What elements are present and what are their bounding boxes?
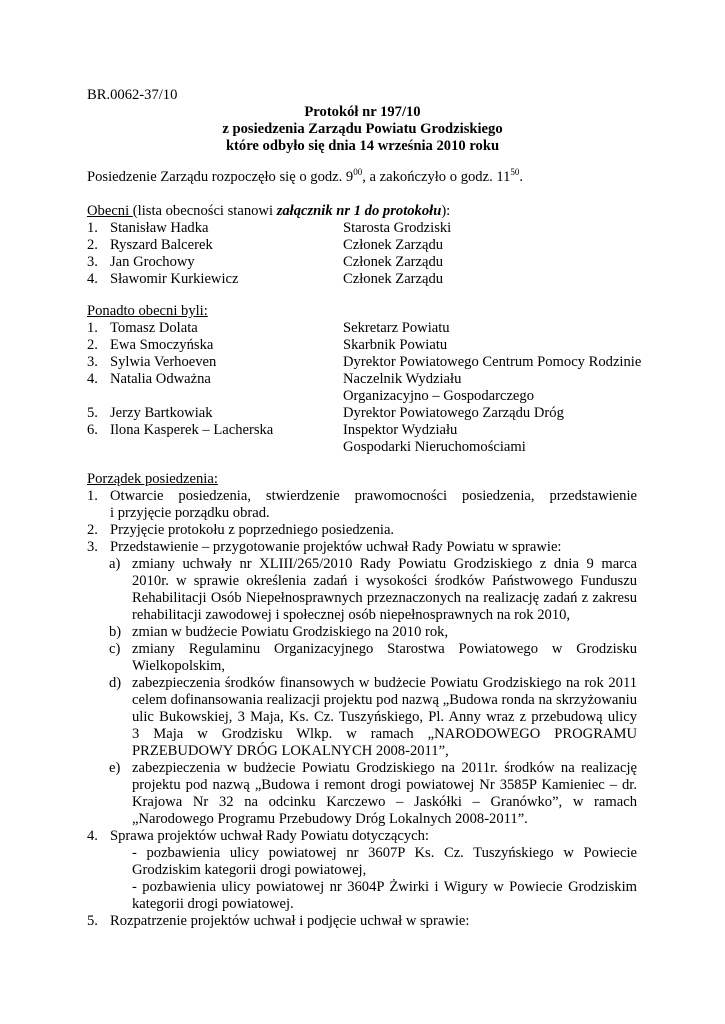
list-number: 4. (87, 271, 98, 287)
member-role: Członek Zarządu (343, 254, 444, 270)
agenda-heading: Porządek posiedzenia: (87, 471, 218, 487)
list-number: 2. (87, 337, 98, 353)
sub-item-text: ulic Bukowskiej, 3 Maja, Ks. Cz. Tuszyńskiego, Pl. Anny wraz z przebudową ulicy (132, 709, 637, 725)
member-role: Dyrektor Powiatowego Zarządu Dróg (343, 405, 564, 421)
agenda-number: 3. (87, 539, 98, 555)
member-role: Członek Zarządu (343, 271, 444, 287)
agenda-item-text: - pozbawienia ulicy powiatowej nr 3604P Żwirki i Wigury w Powiecie Grodziskim (132, 879, 637, 895)
sub-item-text: zmian w budżecie Powiatu Grodziskiego na 2010 rok, (132, 624, 449, 640)
sub-item-text: PRZEBUDOWY DRÓG LOKALNYCH 2008-2011”, (132, 743, 449, 759)
present-heading: Obecni (lista obecności stanowi załącznik nr 1 do protokołu): (87, 203, 451, 219)
agenda-item-text: Sprawa projektów uchwał Rady Powiatu dotyczących: (110, 828, 429, 844)
start-time-minutes: 00 (353, 167, 363, 177)
title-line-1: Protokół nr 197/10 (304, 104, 421, 120)
sub-item-letter: a) (109, 556, 121, 572)
member-name: Ryszard Balcerek (110, 237, 213, 253)
member-role: Członek Zarządu (343, 237, 444, 253)
sub-item-letter: b) (109, 624, 122, 640)
list-number: 1. (87, 320, 98, 336)
member-role: Skarbnik Powiatu (343, 337, 448, 353)
sub-item-letter: c) (109, 641, 121, 657)
member-name: Tomasz Dolata (110, 320, 198, 336)
list-number: 1. (87, 220, 98, 236)
also-present-heading: Ponadto obecni byli: (87, 303, 208, 319)
member-name: Jan Grochowy (110, 254, 195, 270)
sub-item-text: zmiany Regulaminu Organizacyjnego Starostwa Powiatowego w Grodzisku (132, 641, 637, 657)
list-number: 2. (87, 237, 98, 253)
sub-item-letter: e) (109, 760, 121, 776)
sub-item-text: Wielkopolskim, (132, 658, 226, 674)
member-role-continued: Organizacyjno – Gospodarczego (343, 388, 535, 404)
member-role: Naczelnik Wydziału (343, 371, 462, 387)
sub-item-text: Krajowa Nr 32 na odcinku Karczewo – Jaskółki – Granówko”, w ramach (132, 794, 637, 810)
agenda-item-text: i przyjęcie porządku obrad. (110, 505, 270, 521)
member-name: Jerzy Bartkowiak (110, 405, 213, 421)
list-number: 6. (87, 422, 98, 438)
member-name: Sławomir Kurkiewicz (110, 271, 239, 287)
member-name: Stanisław Hadka (110, 220, 209, 236)
member-role: Starosta Grodziski (343, 220, 452, 236)
end-time-minutes: 50 (510, 167, 520, 177)
list-number: 3. (87, 354, 98, 370)
agenda-item-text: Przedstawienie – przygotowanie projektów uchwał Rady Powiatu w sprawie: (110, 539, 562, 555)
sub-item-text: celem dofinansowania realizacji projektu pod nazwą „Budowa ronda na skrzyżowaniu (132, 692, 637, 708)
list-number: 4. (87, 371, 98, 387)
agenda-item-text: kategorii drogi powiatowej. (132, 896, 294, 912)
sub-item-text: „Narodowego Programu Przebudowy Dróg Lokalnych 2008-2011”. (132, 811, 528, 827)
sub-item-text: zabezpieczenia środków finansowych w budżecie Powiatu Grodziskiego na rok 2011 (132, 675, 637, 691)
member-name: Natalia Odważna (110, 371, 211, 387)
title-line-3: które odbyło się dnia 14 września 2010 roku (225, 138, 500, 154)
agenda-number: 5. (87, 913, 98, 929)
sub-item-letter: d) (109, 675, 122, 691)
opening-statement: Posiedzenie Zarządu rozpoczęło się o godz. $9^{00}$, a zakończyło o godz. $11^{50}$. (87, 167, 524, 185)
sub-item-text: 3 Maja w Grodzisku Wlkp. w ramach „NARODOWEGO PROGRAMU (132, 726, 637, 742)
sub-item-text: projektu pod nazwą „Budowa i remont drogi powiatowej Nr 3585P Kamieniec – dr. (132, 777, 637, 793)
member-role: Sekretarz Powiatu (343, 320, 450, 336)
document-reference: BR.0062-37/10 (87, 87, 178, 103)
sub-item-text: Rehabilitacji Osób Niepełnosprawnych przeznaczonych na realizację zadań z zakresu (132, 590, 637, 606)
list-number: 3. (87, 254, 98, 270)
sub-item-text: 2010r. w sprawie określenia zadań i wysokości środków Państwowego Funduszu (132, 573, 637, 589)
member-role: Dyrektor Powiatowego Centrum Pomocy Rodzinie (343, 354, 642, 370)
agenda-number: 2. (87, 522, 98, 538)
agenda-number: 4. (87, 828, 98, 844)
agenda-item-text: Rozpatrzenie projektów uchwał i podjęcie uchwał w sprawie: (110, 913, 470, 929)
sub-item-text: zmiany uchwały nr XLIII/265/2010 Rady Powiatu Grodziskiego z dnia 9 marca (132, 556, 637, 572)
sub-item-text: rehabilitacji zawodowej i społecznej osób niepełnosprawnych na rok 2010, (132, 607, 571, 623)
agenda-item-text: Przyjęcie protokołu z poprzedniego posiedzenia. (110, 522, 395, 538)
agenda-item-text: Grodziskim kategorii drogi powiatowej, (132, 862, 367, 878)
agenda-number: 1. (87, 488, 98, 504)
member-name: Ewa Smoczyńska (110, 337, 214, 353)
list-number: 5. (87, 405, 98, 421)
agenda-item-text: Otwarcie posiedzenia, stwierdzenie prawomocności posiedzenia, przedstawienie (110, 488, 637, 504)
title-line-2: z posiedzenia Zarządu Powiatu Grodziskiego (222, 121, 503, 137)
sub-item-text: zabezpieczenia w budżecie Powiatu Grodziskiego na 2011r. środków na realizację (132, 760, 637, 776)
agenda-item-text: - pozbawienia ulicy powiatowej nr 3607P Ks. Cz. Tuszyńskiego w Powiecie (132, 845, 637, 861)
member-name: Ilona Kasperek – Lacherska (110, 422, 274, 438)
member-role: Inspektor Wydziału (343, 422, 458, 438)
member-name: Sylwia Verhoeven (110, 354, 217, 370)
member-role-continued: Gospodarki Nieruchomościami (343, 439, 526, 455)
